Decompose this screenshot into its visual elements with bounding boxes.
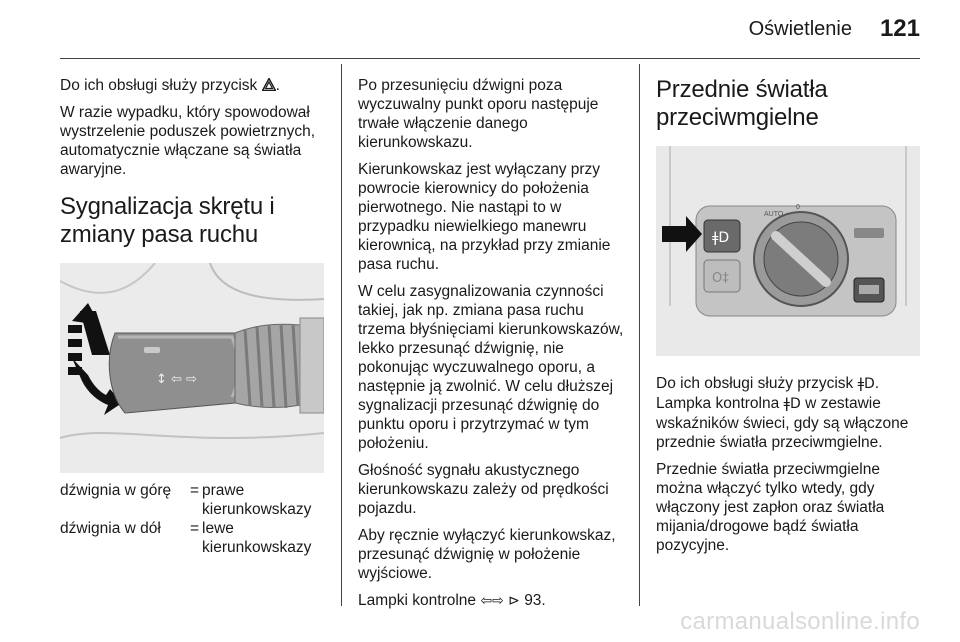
legend-def-up: prawe kierunkowskazy xyxy=(202,482,312,518)
svg-text:ǂD: ǂD xyxy=(712,230,730,246)
front-fog-light-icon: ǂD xyxy=(783,396,801,412)
column-1 xyxy=(60,76,326,557)
column-separator-1 xyxy=(341,64,342,606)
light-switch-panel-illustration xyxy=(656,146,920,356)
page-number: 121 xyxy=(879,15,920,42)
legend-eq-down: = xyxy=(190,520,200,537)
fog-lights-heading: Przednie światła przeciwmgielne xyxy=(656,76,828,131)
front-fog-light-icon: ǂD xyxy=(857,376,875,392)
watermark: carmanualsonline.info xyxy=(680,608,920,635)
paragraph-reset: Kierunkowskaz jest wyłączany przy powrocie kierownicy do położenia pierwotnego. Nie nastąpi to w przypadku niewielkiego manewru kierownicą, na przykład przy zmianie pasa ruchu. xyxy=(358,161,611,273)
hazard-warning-icon xyxy=(262,78,276,91)
legend-term-down: dźwignia w dół xyxy=(60,520,161,537)
section-title: Oświetlenie xyxy=(748,18,852,40)
lever-legend xyxy=(60,481,326,557)
paragraph-indicators: Lampki kontrolne ⇦⇨ ⊳ 93. xyxy=(358,592,546,609)
zero-label: 0 xyxy=(796,204,800,211)
header-rule xyxy=(60,58,920,59)
page-reference-icon: ⊳ xyxy=(508,593,520,609)
turn-signal-lever-illustration xyxy=(60,263,324,473)
column-separator-2 xyxy=(639,64,640,606)
paragraph-lane-change: W celu zasygnalizowania czynności takiej, jak np. zmiana pasa ruchu trzema błyśnięciami kierunkowskazów, lekko przesunąć dźwignię, nie pokonując wyczuwalnego oporu, a następnie ją zwolnić. W celu dłuższej sygnalizacji przesunąć dźwignię do punktu oporu i przytrzymać w tym położeniu. xyxy=(358,283,624,452)
svg-text:O‡: O‡ xyxy=(712,271,729,286)
airbag-paragraph: W razie wypadku, który spowodował wystrzelenie poduszek powietrznych, automatycznie włączane są światła awaryjne. xyxy=(60,104,316,178)
hazard-paragraph: Do ich obsługi służy przycisk . xyxy=(60,77,280,94)
column-3 xyxy=(656,76,922,563)
turn-signal-arrows-icon: ⇦⇨ xyxy=(480,593,504,609)
turn-signal-heading: Sygnalizacja skrętu i zmiany pasa ruchu xyxy=(60,193,275,248)
fog-condition-paragraph: Przednie światła przeciwmgielne można włączyć tylko wtedy, gdy włączony jest zapłon oraz światła mijania/drogowe bądź światła pozycyjne. xyxy=(656,461,885,554)
paragraph-volume: Głośność sygnału akustycznego kierunkowskazu zależy od prędkości pojazdu. xyxy=(358,462,609,517)
auto-label: AUTO xyxy=(764,211,784,218)
fog-button-paragraph: Do ich obsługi służy przycisk ǂD. Lampka kontrolna ǂD w zestawie wskaźników świeci, gdy są włączone przednie światła przeciwmgielne. xyxy=(656,375,909,451)
paragraph-permanent: Po przesunięciu dźwigni poza wyczuwalny punkt oporu następuje trwałe włączenie danego kierunkowskazu. xyxy=(358,77,599,151)
paragraph-manual-off: Aby ręcznie wyłączyć kierunkowskaz, przesunąć dźwignię w położenie wyjściowe. xyxy=(358,527,616,582)
hazard-text: Do ich obsługi służy przycisk xyxy=(60,77,258,94)
svg-text:↕ ⇦ ⇨: ↕ ⇦ ⇨ xyxy=(156,372,197,387)
legend-def-down: lewe kierunkowskazy xyxy=(202,520,312,556)
page-reference: 93. xyxy=(524,592,546,609)
column-2 xyxy=(358,76,626,619)
legend-term-up: dźwignia w górę xyxy=(60,482,172,499)
legend-eq-up: = xyxy=(190,482,200,499)
